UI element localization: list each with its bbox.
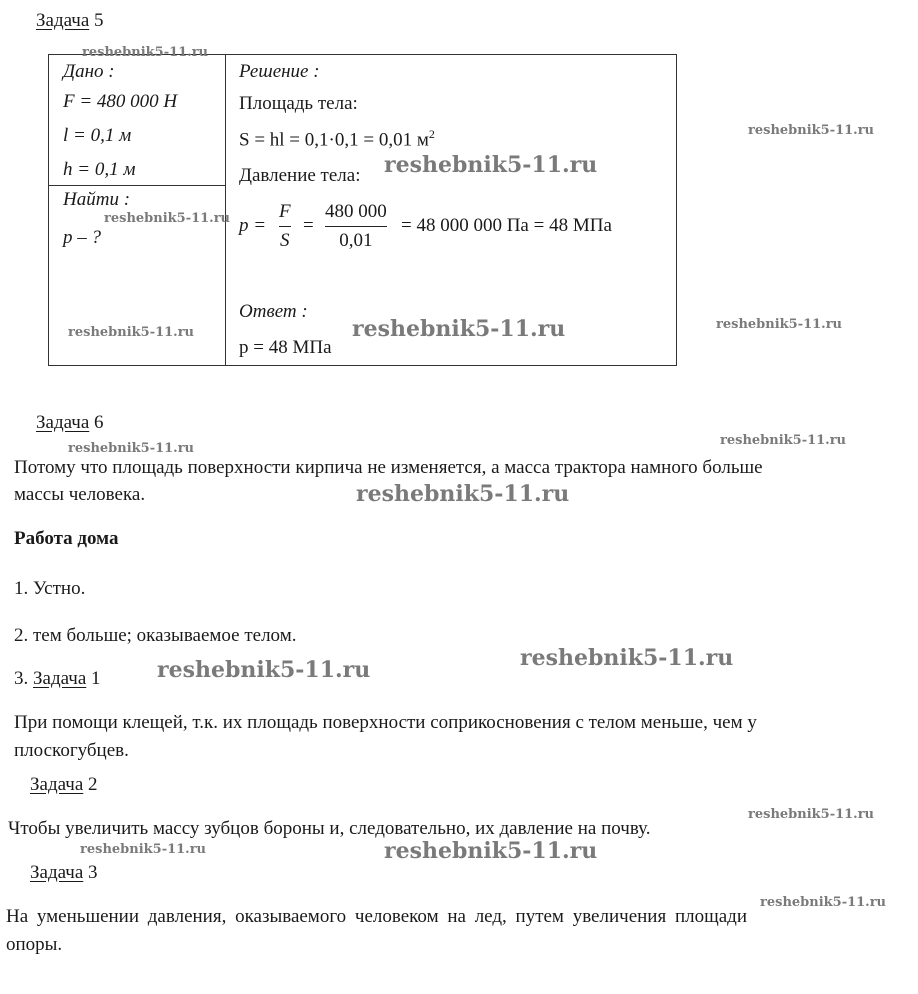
task3-heading xyxy=(30,862,98,884)
fraction-value-numerator: 480 000 xyxy=(325,201,387,222)
given-force: F = 480 000 H xyxy=(63,91,178,112)
task3-answer-line2: опоры. xyxy=(6,934,63,955)
task2-answer: Чтобы увеличить массу зубцов бороны и, следовательно, их давление на почву. xyxy=(8,818,651,839)
item3-number: 3. xyxy=(14,668,29,689)
watermark: reshebnik5-11.ru xyxy=(760,895,887,910)
watermark: reshebnik5-11.ru xyxy=(356,481,570,507)
homework-item-3 xyxy=(14,668,101,690)
watermark: reshebnik5-11.ru xyxy=(157,657,371,683)
area-exponent: 2 xyxy=(428,127,435,141)
task2-heading xyxy=(30,774,98,796)
fraction-value xyxy=(325,201,387,252)
watermark: reshebnik5-11.ru xyxy=(748,807,875,822)
fraction-f-numerator: F xyxy=(279,201,291,222)
watermark: reshebnik5-11.ru xyxy=(384,838,598,864)
watermark: reshebnik5-11.ru xyxy=(720,433,847,448)
solution-label: Решение : xyxy=(239,61,320,82)
task2-heading-num: 2 xyxy=(88,774,98,795)
pressure-eq-sign: = xyxy=(303,215,314,236)
watermark: reshebnik5-11.ru xyxy=(384,152,598,178)
task6-answer-line2: массы человека. xyxy=(14,484,146,505)
watermark: reshebnik5-11.ru xyxy=(104,211,231,226)
pressure-lhs: p = xyxy=(239,215,267,236)
given-height: h = 0,1 м xyxy=(63,159,136,180)
fraction-value-denominator: 0,01 xyxy=(339,230,373,251)
watermark: reshebnik5-11.ru xyxy=(82,45,209,60)
task6-heading xyxy=(36,412,104,434)
homework-item-2: 2. тем больше; оказываемое телом. xyxy=(14,625,297,646)
task5-heading-word: Задача xyxy=(36,10,90,31)
task5-heading xyxy=(36,10,104,32)
item3-task-word: Задача xyxy=(33,668,87,689)
fraction-f-over-s xyxy=(279,201,291,252)
task3-heading-num: 3 xyxy=(88,862,98,883)
task3-answer-line1: На уменьшении давления, оказываемого человеком на лед, путем увеличения площади xyxy=(6,906,748,927)
watermark: reshebnik5-11.ru xyxy=(520,645,734,671)
area-formula xyxy=(239,127,435,151)
task3-heading-word: Задача xyxy=(30,862,84,883)
find-value: p – ? xyxy=(63,227,101,248)
given-length: l = 0,1 м xyxy=(63,125,132,146)
task6-heading-word: Задача xyxy=(36,412,90,433)
find-label: Найти : xyxy=(63,189,131,210)
area-formula-text: S = hl = 0,1·0,1 = 0,01 м xyxy=(239,129,429,151)
watermark: reshebnik5-11.ru xyxy=(716,317,843,332)
homework-title: Работа дома xyxy=(14,528,119,549)
homework-item-1: 1. Устно. xyxy=(14,578,86,599)
watermark: reshebnik5-11.ru xyxy=(68,441,195,456)
task6-answer-line1: Потому что площадь поверхности кирпича не изменяется, а масса трактора намного больше xyxy=(14,457,763,478)
task1-answer-line1: При помощи клещей, т.к. их площадь поверхности соприкосновения с телом меньше, чем у xyxy=(14,712,757,733)
table-horizontal-divider xyxy=(49,185,225,186)
given-label: Дано : xyxy=(63,61,115,82)
area-label: Площадь тела: xyxy=(239,93,358,114)
table-vertical-divider xyxy=(225,55,226,365)
pressure-result: = 48 000 000 Па = 48 МПа xyxy=(401,215,612,236)
task1-answer-line2: плоскогубцев. xyxy=(14,740,129,761)
task6-heading-num: 6 xyxy=(94,412,104,433)
answer-label: Ответ : xyxy=(239,301,308,322)
watermark: reshebnik5-11.ru xyxy=(80,842,207,857)
fraction-s-denominator: S xyxy=(280,230,290,251)
watermark: reshebnik5-11.ru xyxy=(68,325,195,340)
answer-value: p = 48 МПа xyxy=(239,337,332,358)
item3-task-num: 1 xyxy=(91,668,101,689)
task5-heading-num: 5 xyxy=(94,10,104,31)
pressure-label: Давление тела: xyxy=(239,165,361,186)
watermark: reshebnik5-11.ru xyxy=(352,316,566,342)
fraction-bar xyxy=(279,226,291,227)
task2-heading-word: Задача xyxy=(30,774,84,795)
watermark: reshebnik5-11.ru xyxy=(748,123,875,138)
fraction-bar xyxy=(325,226,387,227)
